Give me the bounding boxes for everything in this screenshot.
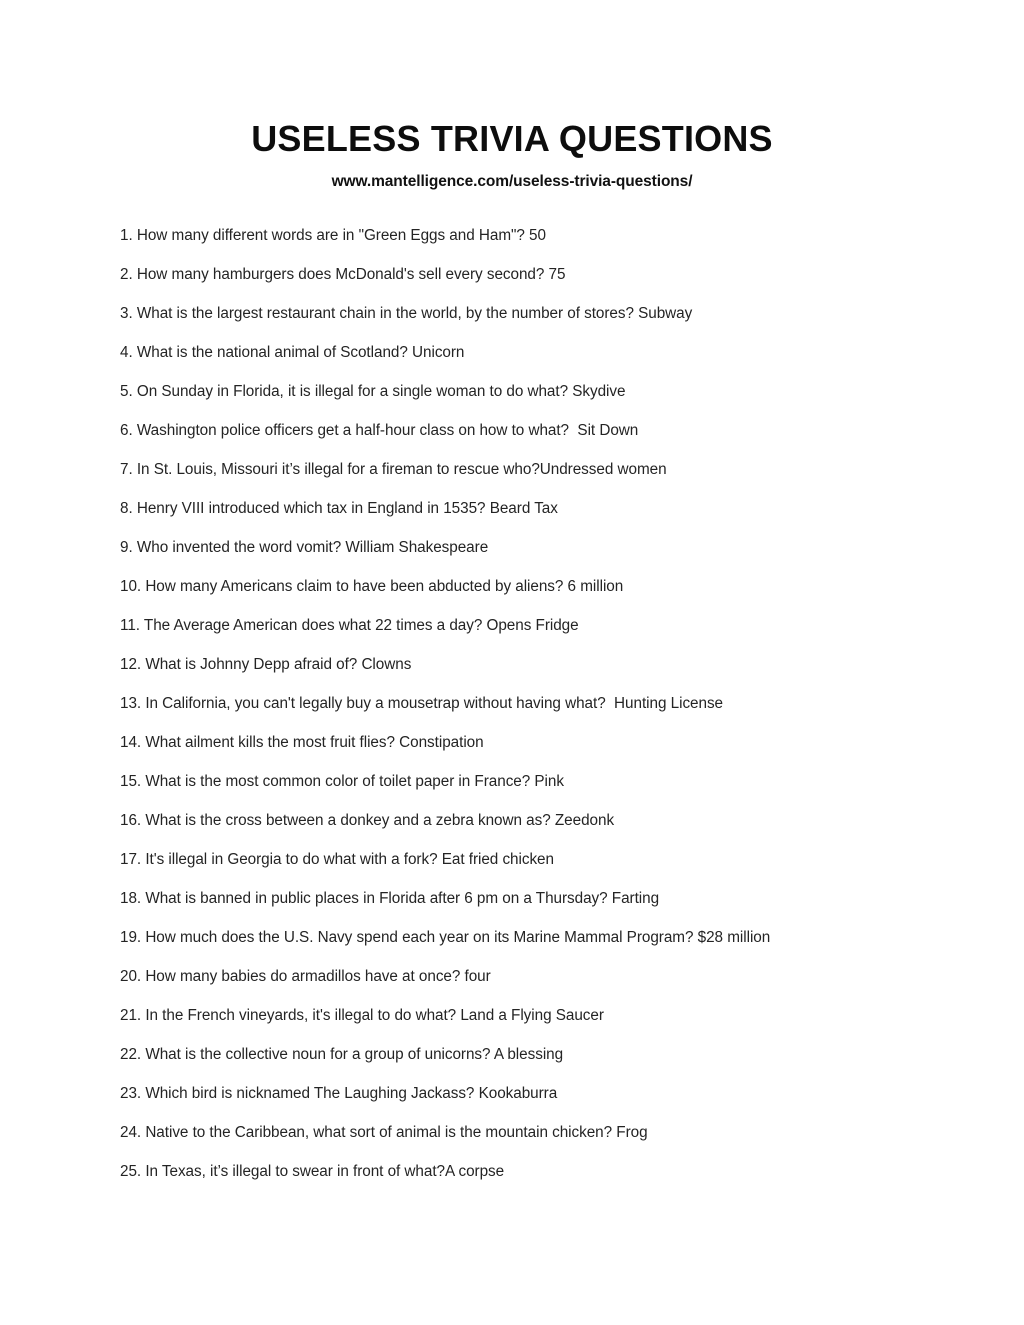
list-item: 21. In the French vineyards, it's illegal to do what? Land a Flying Saucer [120,1007,604,1024]
list-item: 18. What is banned in public places in Florida after 6 pm on a Thursday? Farting [120,890,660,907]
list-item: 2. How many hamburgers does McDonald's sell every second? 75 [120,266,566,283]
trivia-question-list [120,228,984,1203]
list-item: 12. What is Johnny Depp afraid of? Clowns [120,656,412,673]
list-item: 23. Which bird is nicknamed The Laughing Jackass? Kookaburra [120,1085,558,1102]
list-item: 9. Who invented the word vomit? William Shakespeare [120,539,489,556]
list-item: 22. What is the collective noun for a group of unicorns? A blessing [120,1046,564,1063]
list-item: 20. How many babies do armadillos have at once? four [120,968,491,985]
list-item: 17. It's illegal in Georgia to do what with a fork? Eat fried chicken [120,851,554,868]
list-item: 5. On Sunday in Florida, it is illegal for a single woman to do what? Skydive [120,383,626,400]
list-item: 11. The Average American does what 22 times a day? Opens Fridge [120,617,579,634]
list-item: 13. In California, you can't legally buy a mousetrap without having what? Hunting License [120,695,724,712]
list-item: 8. Henry VIII introduced which tax in England in 1535? Beard Tax [120,500,558,517]
list-item: 1. How many different words are in "Green Eggs and Ham"? 50 [120,227,546,244]
document-header [0,0,1024,191]
list-item: 19. How much does the U.S. Navy spend each year on its Marine Mammal Program? $28 million [120,929,771,946]
list-item: 6. Washington police officers get a half-hour class on how to what? Sit Down [120,422,639,439]
list-item: 3. What is the largest restaurant chain in the world, by the number of stores? Subway [120,305,693,322]
list-item: 7. In St. Louis, Missouri it’s illegal for a fireman to rescue who?Undressed women [120,461,667,478]
list-item: 10. How many Americans claim to have been abducted by aliens? 6 million [120,578,624,595]
list-item: 16. What is the cross between a donkey and a zebra known as? Zeedonk [120,812,615,829]
list-item: 4. What is the national animal of Scotland? Unicorn [120,344,465,361]
page-title: USELESS TRIVIA QUESTIONS [251,118,773,159]
list-item: 15. What is the most common color of toilet paper in France? Pink [120,773,564,790]
list-item: 14. What ailment kills the most fruit flies? Constipation [120,734,484,751]
list-item: 24. Native to the Caribbean, what sort of animal is the mountain chicken? Frog [120,1124,648,1141]
source-url: www.mantelligence.com/useless-trivia-questions/ [331,173,693,191]
list-item: 25. In Texas, it’s illegal to swear in front of what?A corpse [120,1163,505,1180]
